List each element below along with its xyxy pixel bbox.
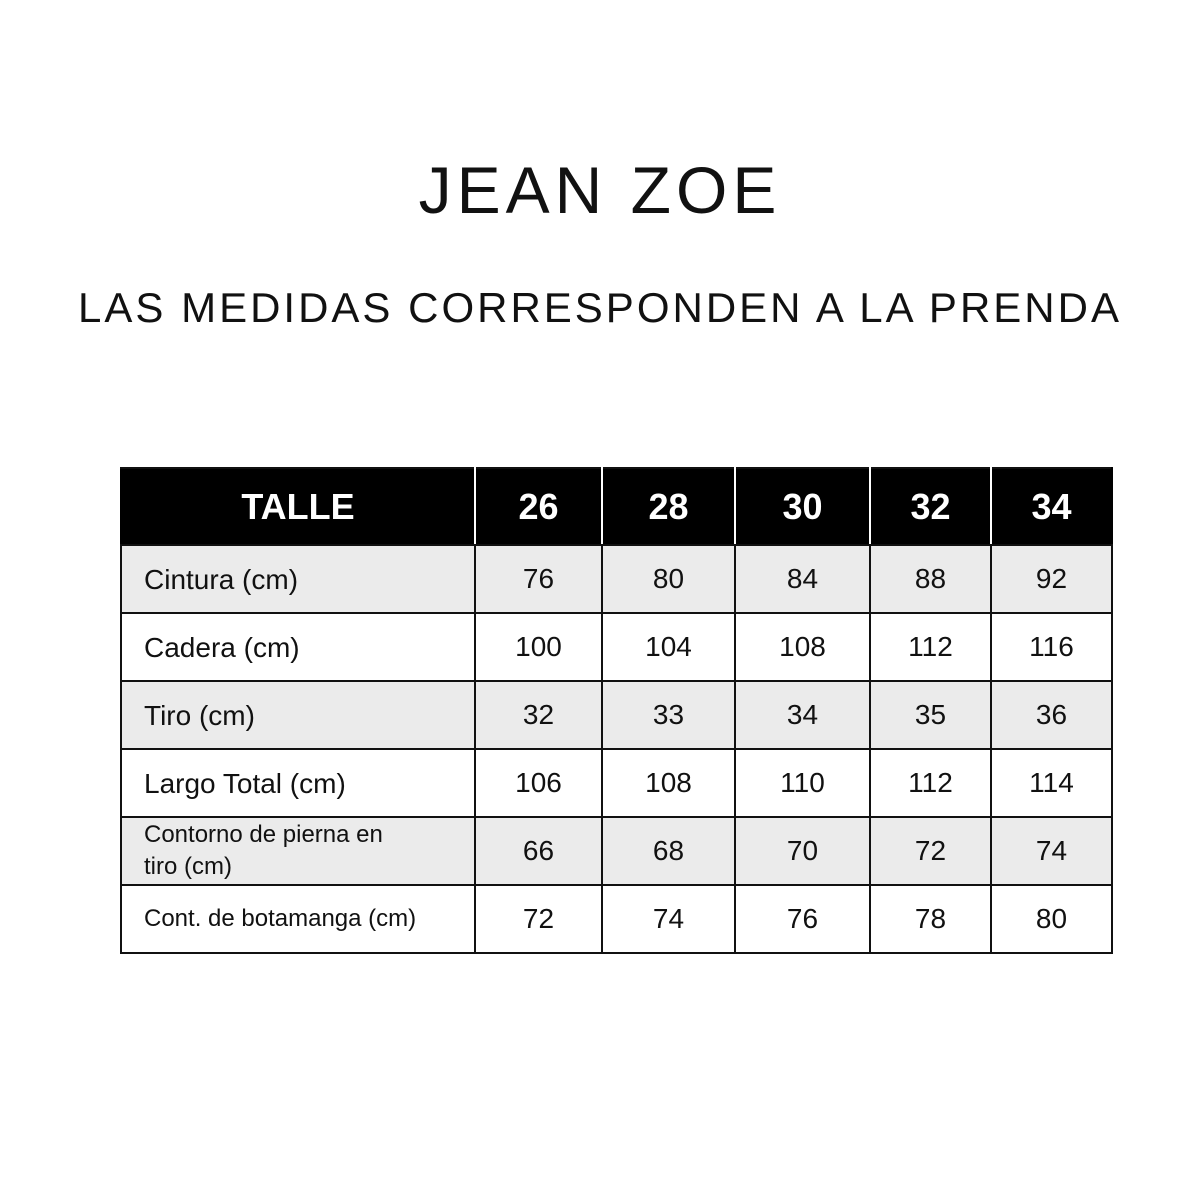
table-cell: 108 (602, 749, 735, 817)
row-label: Contorno de pierna en tiro (cm) (121, 817, 475, 885)
header-size-26: 26 (475, 468, 602, 545)
table-row-cadera (121, 613, 1112, 681)
table-cell: 76 (475, 545, 602, 613)
table-cell: 88 (870, 545, 991, 613)
table-cell: 34 (735, 681, 870, 749)
table-cell: 84 (735, 545, 870, 613)
table-cell: 35 (870, 681, 991, 749)
page-title: JEAN ZOE (418, 153, 782, 227)
header-size-34: 34 (991, 468, 1112, 545)
row-label: Cintura (cm) (121, 545, 475, 613)
size-chart-table (120, 467, 1113, 954)
header-size-28: 28 (602, 468, 735, 545)
table-cell: 72 (475, 885, 602, 953)
row-label: Cont. de botamanga (cm) (121, 885, 475, 953)
table-row-botamanga (121, 885, 1112, 953)
row-label: Largo Total (cm) (121, 749, 475, 817)
table-cell: 36 (991, 681, 1112, 749)
table-cell: 72 (870, 817, 991, 885)
table-cell: 66 (475, 817, 602, 885)
table-row-largo-total (121, 749, 1112, 817)
table-cell: 76 (735, 885, 870, 953)
row-label: Cadera (cm) (121, 613, 475, 681)
table-cell: 74 (602, 885, 735, 953)
table-cell: 110 (735, 749, 870, 817)
table-cell: 80 (991, 885, 1112, 953)
table-cell: 80 (602, 545, 735, 613)
table-cell: 78 (870, 885, 991, 953)
table-cell: 100 (475, 613, 602, 681)
table-cell: 114 (991, 749, 1112, 817)
table-cell: 112 (870, 613, 991, 681)
table-cell: 104 (602, 613, 735, 681)
table-row-contorno-pierna (121, 817, 1112, 885)
page-subtitle: LAS MEDIDAS CORRESPONDEN A LA PRENDA (78, 284, 1122, 331)
header-size-32: 32 (870, 468, 991, 545)
header-size-30: 30 (735, 468, 870, 545)
table-cell: 33 (602, 681, 735, 749)
table-cell: 92 (991, 545, 1112, 613)
table-cell: 32 (475, 681, 602, 749)
header-talle: TALLE (121, 468, 475, 545)
table-cell: 106 (475, 749, 602, 817)
table-row-cintura (121, 545, 1112, 613)
table-cell: 112 (870, 749, 991, 817)
table-cell: 116 (991, 613, 1112, 681)
table-cell: 74 (991, 817, 1112, 885)
table-row-tiro (121, 681, 1112, 749)
table-cell: 70 (735, 817, 870, 885)
row-label: Tiro (cm) (121, 681, 475, 749)
table-cell: 68 (602, 817, 735, 885)
table-cell: 108 (735, 613, 870, 681)
table-header-row (121, 468, 1112, 545)
